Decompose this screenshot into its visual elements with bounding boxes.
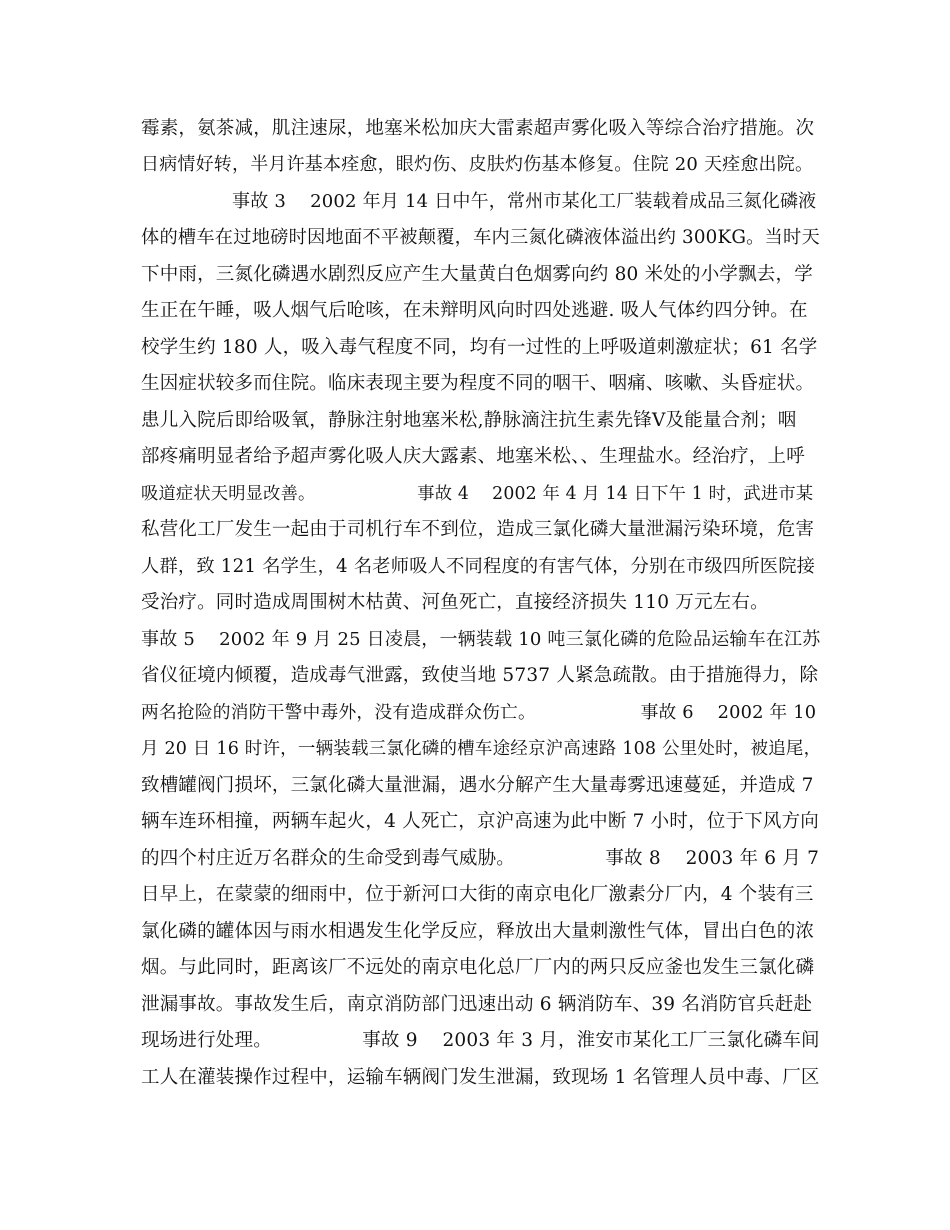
text-line: 事故 5 2002 年 9 月 25 日凌晨，一辆装载 10 吨三氯化磷的危险品运输车在江苏 <box>141 629 821 650</box>
text-line: 烟。与此同时，距离该厂不远处的南京电化总厂厂内的两只反应釜也发生三氯化磷 <box>141 957 815 978</box>
text-line: 患儿入院后即给吸氧，静脉注射地塞米松,静脉滴注抗生素先锋Ⅴ及能量合剂；咽 <box>141 410 797 431</box>
text-line: 校学生约 180 人，吸入毒气程度不同，均有一过性的上呼吸道刺激症状；61 名学 <box>141 337 818 358</box>
text-line: 受治疗。同时造成周围树木枯黄、河鱼死亡，直接经济损失 110 万元左右。 <box>141 592 769 613</box>
text-line: 事故 3 2002 年月 14 日中午，常州市某化工厂装载着成品三氮化磷液 <box>141 191 817 212</box>
text-line: 月 20 日 16 时许，一辆装载三氯化磷的槽车途经京沪高速路 108 公里处时，被追尾， <box>141 739 822 759</box>
text-line: 现场进行处理。 事故 9 2003 年 3 月，淮安市某化工厂三氯化磷车间 <box>141 1030 820 1051</box>
text-line: 霉素，氨茶减，肌注速尿，地塞米松加庆大雷素超声雾化吸入等综合治疗措施。次 <box>141 118 815 139</box>
text-line: 省仪征境内倾覆，造成毒气泄露，致使当地 5737 人紧急疏散。由于措施得力，除 <box>141 665 819 686</box>
text-line: 下中雨，三氮化磷遇水剧烈反应产生大量黄白色烟雾向约 80 米处的小学飘去，学 <box>141 264 813 285</box>
text-line: 致槽罐阀门损坏，三氯化磷大量泄漏，遇水分解产生大量毒雾迅速蔓延，并造成 7 <box>141 775 814 796</box>
text-line: 生正在午睡，吸人烟气后呛咳，在未辩明风向时四处逃避. 吸人气体约四分钟。在 <box>141 300 808 321</box>
text-line: 的四个村庄近万名群众的生命受到毒气威胁。 事故 8 2003 年 6 月 7 <box>141 848 820 869</box>
text-line: 生因症状较多而住院。临床表现主要为程度不同的咽干、咽痛、咳嗽、头昏症状。 <box>141 373 815 394</box>
text-line: 部疼痛明显者给予超声雾化吸人庆大露素、地塞米松、、生理盐水。经治疗，上呼 <box>141 446 805 467</box>
text-line: 吸道症状天明显改善。 事故 4 2002 年 4 月 14 日下午 1 时，武进市某 <box>141 484 814 504</box>
text-line: 日早上，在蒙蒙的细雨中，位于新河口大街的南京电化厂激素分厂内，4 个装有三 <box>141 884 814 905</box>
text-line: 日病情好转，半月许基本痊愈，眼灼伤、皮肤灼伤基本修复。住院 20 天痊愈出院。 <box>141 154 814 175</box>
text-line: 氯化磷的罐体因与雨水相遇发生化学反应，释放出大量刺激性气体，冒出白色的浓 <box>141 921 815 942</box>
text-line: 辆车连环相撞，两辆车起火，4 人死亡，京沪高速为此中断 7 小时，位于下风方向 <box>141 811 819 832</box>
text-line: 人群，致 121 名学生，4 名老师吸人不同程度的有害气体，分别在市级四所医院接 <box>141 556 816 577</box>
text-line: 体的槽车在过地磅时因地面不平被颠覆，车内三氮化磷液体溢出约 300KG。当时天 <box>141 227 820 248</box>
text-line: 工人在灌装操作过程中，运输车辆阀门发生泄漏，致现场 1 名管理人员中毒、厂区 <box>141 1067 820 1088</box>
text-line: 私营化工厂发生一起由于司机行车不到位，造成三氯化磷大量泄漏污染环境，危害 <box>141 519 815 540</box>
text-line: 两名抢险的消防干警中毒外，没有造成群众伤亡。 事故 6 2002 年 10 <box>141 703 817 723</box>
text-line: 泄漏事故。事故发生后，南京消防部门迅速出动 6 辆消防车、39 名消防官兵赶赴 <box>141 994 813 1015</box>
